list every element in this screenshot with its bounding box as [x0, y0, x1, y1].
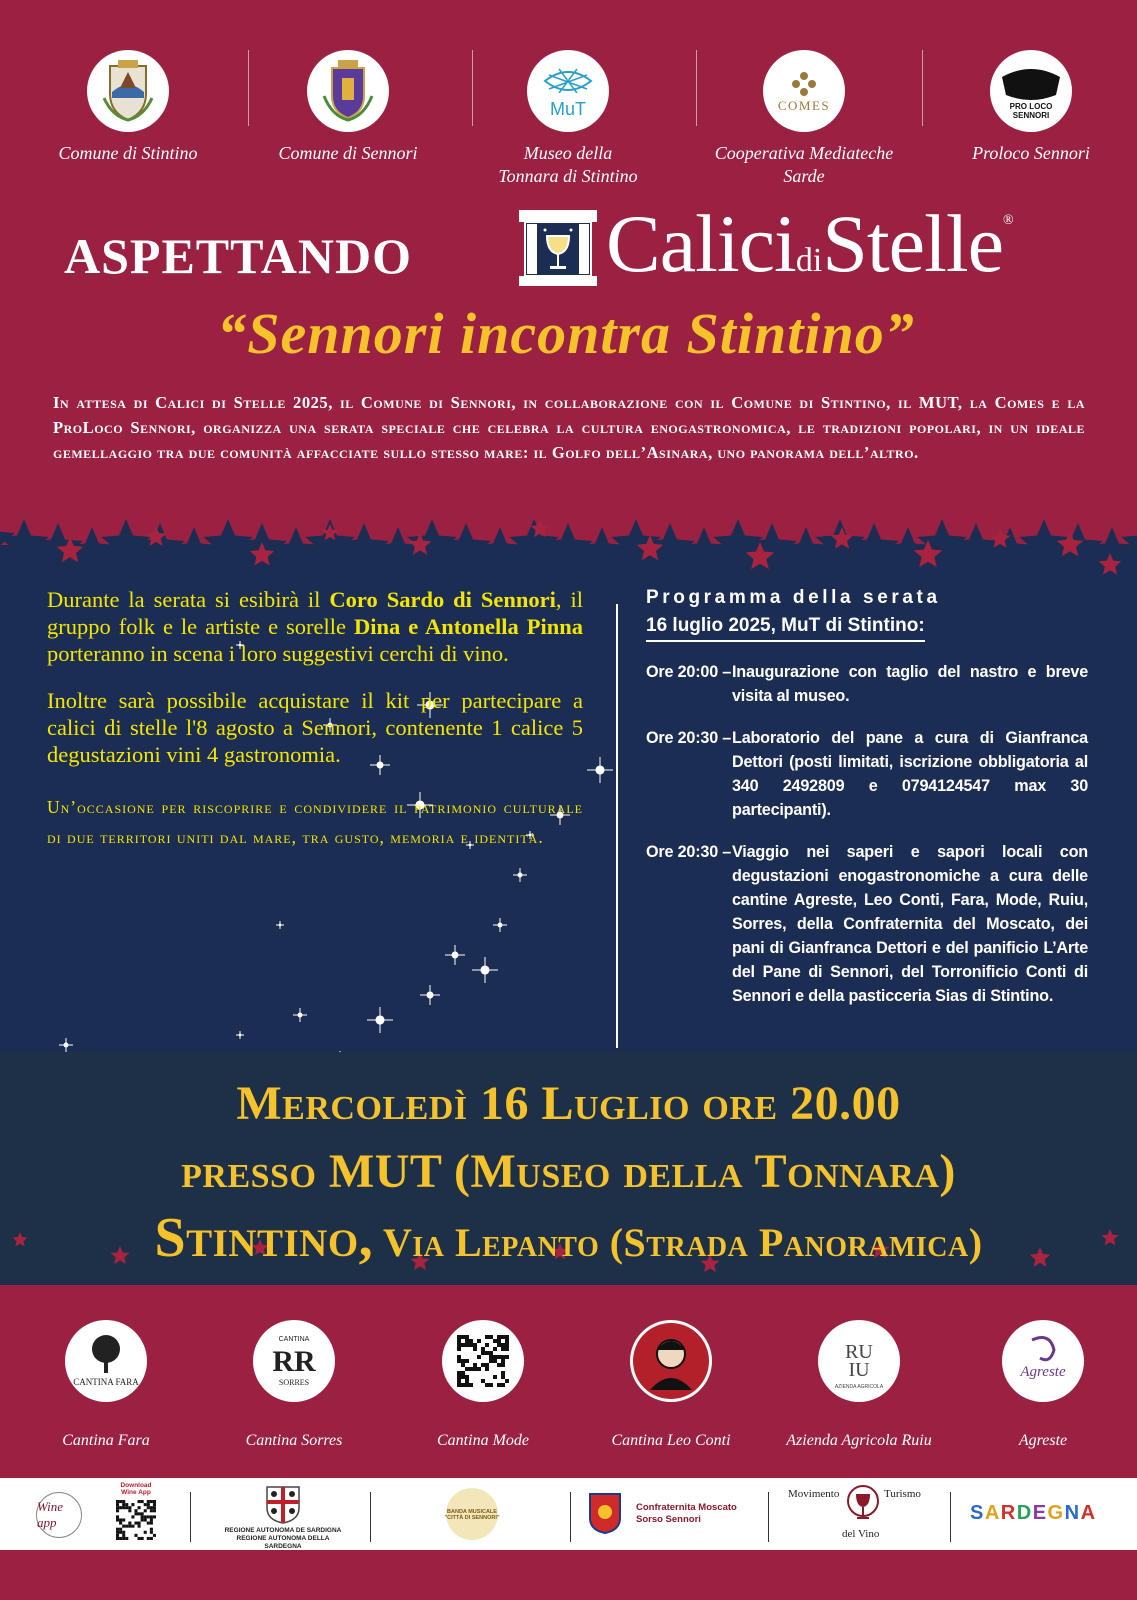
qr-cell — [138, 1525, 141, 1528]
comune-stintino-crest-icon — [87, 50, 169, 132]
program-item — [646, 726, 1088, 822]
partner-comune-sennori — [236, 40, 460, 165]
qr-cell — [131, 1525, 134, 1528]
qr-cell — [150, 1515, 153, 1518]
qr-cell — [461, 1359, 465, 1363]
qr-cell — [485, 1351, 489, 1355]
qr-cell — [457, 1343, 461, 1347]
qr-cell — [457, 1375, 461, 1379]
text-run: porteranno in scena i loro suggestivi cerchi di vino. — [47, 641, 509, 666]
qr-cell — [477, 1339, 481, 1343]
sparkle — [59, 1038, 73, 1052]
sparkle — [236, 1031, 244, 1039]
partner-caption: Proloco Sennori — [972, 143, 1090, 163]
qr-cell — [119, 1537, 122, 1540]
qr-cell — [457, 1339, 461, 1343]
qr-cell — [477, 1355, 481, 1359]
qr-cell — [497, 1363, 501, 1367]
sardegna-letter: A — [1080, 1502, 1097, 1524]
qr-cell — [122, 1503, 125, 1506]
qr-cell — [119, 1518, 122, 1521]
qr-cell — [128, 1525, 131, 1528]
qr-cell — [489, 1335, 493, 1339]
qr-cell — [505, 1343, 509, 1347]
qr-cell — [153, 1509, 156, 1512]
event-city: Stintino, — [154, 1207, 374, 1269]
sardegna-logo — [970, 1502, 1097, 1525]
svg-text:RR: RR — [272, 1345, 316, 1378]
text-run: , il gruppo folk e le artiste e sorelle — [47, 587, 583, 639]
sponsors-footer — [0, 1478, 1137, 1550]
partner-caption-line-1: Museo della — [523, 143, 613, 163]
qr-cell — [457, 1355, 461, 1359]
qr-cell — [144, 1503, 147, 1506]
qr-cell — [141, 1518, 144, 1521]
qr-cell — [141, 1500, 144, 1503]
winery-caption: Agreste — [1018, 1432, 1068, 1449]
program-item-time: Ore 20:30 – — [646, 843, 732, 861]
sardegna-letter: R — [1000, 1502, 1017, 1524]
svg-text:AZIENDA AGRICOLA: AZIENDA AGRICOLA — [834, 1384, 884, 1390]
qr-cell — [147, 1537, 150, 1540]
program — [646, 587, 1088, 1008]
qr-cell — [134, 1509, 137, 1512]
qr-cell — [116, 1509, 119, 1512]
download-wine-app-label: Download Wine App — [120, 1482, 152, 1496]
partner-caption-line-2: Sarde — [783, 166, 825, 186]
qr-cell — [497, 1355, 501, 1359]
qr-cell — [144, 1515, 147, 1518]
qr-cell — [469, 1343, 473, 1347]
decor-star — [475, 527, 524, 574]
qr-cell — [150, 1537, 153, 1540]
sardegna-letter: D — [1016, 1502, 1033, 1524]
qr-cell — [144, 1518, 147, 1521]
qr-cell — [119, 1531, 122, 1534]
sparkle — [293, 1008, 307, 1022]
qr-cell — [505, 1355, 509, 1359]
svg-text:COMES: COMES — [777, 98, 831, 113]
divider — [768, 1492, 769, 1542]
qr-cell — [501, 1375, 505, 1379]
winery-caption: Azienda Agricola Ruiu — [786, 1432, 932, 1449]
qr-cell — [473, 1343, 477, 1347]
qr-cell — [134, 1534, 137, 1537]
winery-caption: Cantina Mode — [437, 1432, 529, 1449]
qr-cell — [457, 1335, 461, 1339]
qr-cell — [465, 1359, 469, 1363]
svg-text:RU: RU — [845, 1341, 873, 1363]
qr-cell — [501, 1355, 505, 1359]
partner-caption: Comune di Sennori — [278, 143, 418, 163]
partner-comes — [692, 40, 916, 188]
winery-caption: Cantina Fara — [62, 1432, 150, 1449]
wine-glass-icon — [846, 1484, 880, 1526]
qr-cell — [465, 1379, 469, 1383]
winery-caption: Cantina Sorres — [245, 1432, 343, 1449]
qr-cell — [131, 1515, 134, 1518]
banda-musicale-label: BANDA MUSICALE "CITTÀ DI SENNORI" — [444, 1509, 500, 1521]
event-title — [64, 198, 1074, 293]
turismo-label: Turismo — [884, 1488, 921, 1500]
svg-text:CANTINA FARA: CANTINA FARA — [73, 1377, 139, 1387]
qr-cell — [147, 1522, 150, 1525]
column-divider — [616, 604, 618, 1048]
qr-cell — [141, 1512, 144, 1515]
qr-cell — [489, 1383, 493, 1387]
qr-cell — [473, 1347, 477, 1351]
wine-app-label: Wine app — [37, 1499, 63, 1530]
qr-cell — [473, 1363, 477, 1367]
confraternita-crest-icon — [588, 1492, 622, 1534]
qr-cell — [461, 1371, 465, 1375]
qr-cell — [116, 1534, 119, 1537]
qr-cell — [501, 1335, 505, 1339]
mut-fish-net-icon — [527, 50, 609, 132]
sparkle — [420, 985, 440, 1005]
sparkle — [276, 921, 284, 929]
qr-cell — [150, 1522, 153, 1525]
winery-cantina-sorres — [199, 1320, 389, 1450]
svg-text:SORRES: SORRES — [278, 1378, 310, 1387]
qr-cell — [457, 1383, 461, 1387]
qr-cell — [493, 1375, 497, 1379]
qr-cell — [122, 1537, 125, 1540]
event-street: Via Lepanto (Strada Panoramica) — [373, 1220, 983, 1265]
qr-cell — [150, 1531, 153, 1534]
qr-cell — [505, 1379, 509, 1383]
program-item-time: Ore 20:00 – — [646, 663, 732, 681]
qr-cell — [122, 1534, 125, 1537]
qr-cell — [150, 1509, 153, 1512]
qr-cell — [141, 1537, 144, 1540]
partner-comune-stintino — [16, 40, 240, 165]
qr-code-icon — [442, 1320, 524, 1402]
qr-cell — [465, 1367, 469, 1371]
cantina-sorres-logo-icon — [253, 1320, 335, 1402]
qr-code-icon[interactable] — [116, 1500, 156, 1540]
svg-text:CANTINA: CANTINA — [278, 1336, 310, 1343]
qr-cell — [489, 1359, 493, 1363]
program-item-text: Viaggio nei saperi e sapori locali con degustazioni enogastronomiche a cura delle cantine Agreste, Leo Conti, Fara, Mode, Ruiu, Sorres, della Confraternita del Moscato, dei pani di Gianfranca Dettori e del panificio L’Arte del Pane di Sennori, del Torronificio Conti di Sennori e della pasticceria Sias di Stintino. — [732, 843, 1088, 1005]
winery-azienda-agricola-ruiu — [764, 1320, 954, 1450]
winery-caption: Cantina Leo Conti — [611, 1432, 731, 1449]
sardegna-letter: E — [1032, 1502, 1048, 1524]
del-vino-label: del Vino — [842, 1528, 880, 1540]
event-date-time: Mercoledì 16 Luglio ore 20.00 — [236, 1077, 901, 1130]
qr-cell — [116, 1537, 119, 1540]
qr-cell — [461, 1383, 465, 1387]
qr-cell — [153, 1506, 156, 1509]
qr-cell — [457, 1371, 461, 1375]
qr-cell — [481, 1347, 485, 1351]
sparkle — [493, 918, 507, 932]
qr-cell — [489, 1351, 493, 1355]
sparkle — [513, 868, 527, 882]
qr-cell — [485, 1383, 489, 1387]
qr-cell — [469, 1339, 473, 1343]
calici-temple-icon — [517, 208, 599, 293]
qr-cell — [128, 1522, 131, 1525]
qr-cell — [501, 1383, 505, 1387]
qr-cell — [477, 1367, 481, 1371]
qr-cell — [119, 1528, 122, 1531]
wineries-logos — [0, 1320, 1137, 1450]
qr-cell — [131, 1503, 134, 1506]
proloco-logo-icon — [990, 50, 1072, 132]
qr-cell — [116, 1518, 119, 1521]
sparkle — [472, 957, 498, 983]
qr-cell — [144, 1509, 147, 1512]
qr-cell — [153, 1500, 156, 1503]
qr-cell — [144, 1531, 147, 1534]
qr-cell — [125, 1506, 128, 1509]
qr-cell — [501, 1343, 505, 1347]
qr-cell — [485, 1335, 489, 1339]
intro-paragraph: In attesa di Calici di Stelle 2025, il Comune di Sennori, in collaborazione con il Comune di Stintino, il MUT, la Comes e la ProLoco Sennori, organizza una serata speciale che celebra la cultura enogastronomica, le tradizioni popolari, in un ideale gemellaggio tra due comunità affacciate sullo stesso mare: il Golfo dell’Asinara, uno panorama dell’altro. — [53, 393, 1085, 462]
brand-di: di — [795, 242, 823, 279]
winery-cantina-leo-conti — [576, 1320, 766, 1450]
program-item — [646, 660, 1088, 708]
description-paragraph-2: Inoltre sarà possibile acquistare il kit per partecipare a calici di stelle l'8 agosto a Sennori, contenente 1 calice 5 degustazioni vini 4 gastronomia. — [47, 688, 583, 767]
calici-di-stelle-brand — [606, 197, 1013, 291]
qr-cell — [122, 1518, 125, 1521]
comune-sennori-crest-icon — [307, 50, 389, 132]
qr-cell — [138, 1522, 141, 1525]
qr-cell — [122, 1500, 125, 1503]
qr-cell — [116, 1528, 119, 1531]
qr-cell — [125, 1503, 128, 1506]
qr-cell — [153, 1503, 156, 1506]
brand-stelle: Stelle — [822, 198, 1004, 289]
qr-cell — [497, 1383, 501, 1387]
partner-proloco-sennori — [919, 40, 1137, 165]
qr-cell — [457, 1347, 461, 1351]
qr-cell — [122, 1525, 125, 1528]
qr-cell — [125, 1525, 128, 1528]
leo-conti-portrait-icon — [630, 1320, 712, 1402]
qr-cell — [489, 1355, 493, 1359]
qr-cell — [153, 1534, 156, 1537]
qr-cell — [116, 1506, 119, 1509]
decor-star — [781, 527, 830, 574]
title-prefix: ASPETTANDO — [64, 228, 413, 284]
artists-name: Dina e Antonella Pinna — [354, 614, 583, 639]
qr-cell — [465, 1335, 469, 1339]
qr-cell — [493, 1359, 497, 1363]
regione-label-2: REGIONE AUTONOMA DELLA SARDEGNA — [236, 1535, 330, 1550]
qr-cell — [461, 1343, 465, 1347]
event-description — [47, 586, 583, 852]
cantina-fara-tree-icon — [65, 1320, 147, 1402]
program-item-time: Ore 20:30 – — [646, 729, 732, 747]
confraternita-label-2: Sorso Sennori — [636, 1514, 701, 1525]
qr-cell — [469, 1383, 473, 1387]
divider — [190, 1492, 191, 1542]
svg-text:SENNORI: SENNORI — [1012, 111, 1050, 120]
qr-cell — [119, 1522, 122, 1525]
agreste-logo-icon — [1002, 1320, 1084, 1402]
qr-cell — [150, 1528, 153, 1531]
qr-cell — [457, 1379, 461, 1383]
qr-cell — [138, 1500, 141, 1503]
qr-cell — [153, 1515, 156, 1518]
divider — [370, 1492, 371, 1542]
qr-cell — [147, 1506, 150, 1509]
qr-cell — [150, 1506, 153, 1509]
qr-cell — [485, 1367, 489, 1371]
qr-cell — [119, 1506, 122, 1509]
coro-sardo-name: Coro Sardo di Sennori — [329, 587, 556, 612]
sparkle — [587, 757, 613, 783]
qr-cell — [150, 1500, 153, 1503]
description-paragraph-1 — [47, 586, 583, 667]
qr-cell — [497, 1343, 501, 1347]
qr-cell — [461, 1375, 465, 1379]
winery-cantina-fara — [11, 1320, 201, 1450]
qr-cell — [481, 1379, 485, 1383]
sardegna-label — [970, 1502, 1097, 1524]
qr-cell — [125, 1537, 128, 1540]
program-item-text: Laboratorio del pane a cura di Gianfranca Dettori (posti limitati, iscrizione obbligatoria al 340 2492809 e 0794124547 max 30 partecipanti). — [732, 729, 1088, 819]
qr-cell — [116, 1500, 119, 1503]
description-paragraph-3: Un’occasione per riscoprire e condividere il patrimonio culturale di due territori uniti dal mare, tra gusto, memoria e identità. — [47, 797, 583, 847]
qr-cell — [481, 1363, 485, 1367]
qr-cell — [481, 1351, 485, 1355]
qr-cell — [119, 1500, 122, 1503]
qr-cell — [493, 1339, 497, 1343]
svg-text:MuT: MuT — [550, 99, 586, 119]
confraternita-label-1: Confraternita Moscato — [636, 1502, 737, 1513]
qr-cell — [505, 1339, 509, 1343]
decor-star — [271, 527, 320, 574]
qr-cell — [497, 1339, 501, 1343]
sardegna-letter: N — [1064, 1502, 1081, 1524]
partner-caption-line-1: Cooperativa Mediateche — [714, 143, 894, 163]
regione-sardegna-crest-icon — [264, 1484, 302, 1524]
program-item-text: Inaugurazione con taglio del nastro e breve visita al museo. — [732, 663, 1088, 705]
sardegna-letter: S — [970, 1502, 985, 1524]
event-venue: presso MUT (Museo della Tonnara) — [181, 1145, 956, 1198]
partner-logos-top — [0, 40, 1137, 190]
qr-cell — [122, 1531, 125, 1534]
qr-cell — [147, 1515, 150, 1518]
qr-cell — [128, 1506, 131, 1509]
qr-cell — [461, 1363, 465, 1367]
qr-cell — [485, 1343, 489, 1347]
qr-cell — [501, 1371, 505, 1375]
sardegna-letter: A — [984, 1502, 1001, 1524]
qr-cell — [141, 1515, 144, 1518]
qr-cell — [469, 1367, 473, 1371]
qr-cell — [465, 1339, 469, 1343]
qr-cell — [493, 1355, 497, 1359]
decor-star — [577, 527, 626, 574]
event-subtitle: “Sennori incontra Stintino” — [217, 301, 915, 366]
qr-cell — [461, 1335, 465, 1339]
partner-caption: Comune di Stintino — [58, 143, 198, 163]
qr-cell — [473, 1367, 477, 1371]
sparkle — [445, 945, 465, 965]
decor-star — [169, 527, 218, 574]
qr-cell — [150, 1518, 153, 1521]
divider — [950, 1492, 951, 1542]
qr-cell — [116, 1503, 119, 1506]
brand-calici: Calici — [606, 198, 796, 289]
qr-cell — [505, 1347, 509, 1351]
qr-cell — [501, 1347, 505, 1351]
regione-label-1: REGIONE AUTONOMA DE SARDIGNA — [224, 1527, 342, 1534]
partner-caption-line-2: Tonnara di Stintino — [498, 166, 638, 186]
wine-app-logo-icon — [36, 1492, 82, 1538]
qr-cell — [147, 1500, 150, 1503]
divider — [570, 1492, 571, 1542]
program-date: 16 luglio 2025, MuT di Stintino: — [646, 614, 925, 642]
decor-star — [985, 527, 1034, 574]
movimento-label: Movimento — [788, 1488, 840, 1500]
qr-cell — [465, 1383, 469, 1387]
qr-cell — [134, 1522, 137, 1525]
program-title: Programma della serata — [646, 587, 941, 608]
sparkle — [367, 1007, 393, 1033]
comes-logo-icon — [763, 50, 845, 132]
text-run: Durante la serata si esibirà il — [47, 587, 330, 612]
qr-cell — [116, 1531, 119, 1534]
qr-cell — [465, 1343, 469, 1347]
qr-cell — [122, 1506, 125, 1509]
qr-cell — [501, 1359, 505, 1363]
qr-cell — [138, 1506, 141, 1509]
qr-cell — [128, 1509, 131, 1512]
partner-mut — [456, 40, 680, 188]
winery-agreste — [948, 1320, 1137, 1450]
qr-cell — [457, 1359, 461, 1363]
qr-cell — [147, 1503, 150, 1506]
qr-cell — [493, 1347, 497, 1351]
qr-cell — [501, 1363, 505, 1367]
qr-cell — [134, 1512, 137, 1515]
qr-cell — [505, 1335, 509, 1339]
event-address — [0, 1206, 1137, 1270]
winery-cantina-mode — [388, 1320, 578, 1450]
qr-cell — [497, 1335, 501, 1339]
svg-text:IU: IU — [848, 1359, 870, 1381]
ruiu-logo-icon — [818, 1320, 900, 1402]
qr-cell — [485, 1363, 489, 1367]
brand-registered-mark: ® — [1003, 213, 1013, 228]
decor-star — [679, 527, 728, 574]
qr-cell — [116, 1515, 119, 1518]
program-item — [646, 840, 1088, 1008]
svg-text:PRO LOCO: PRO LOCO — [1009, 102, 1053, 111]
qr-cell — [138, 1537, 141, 1540]
qr-cell — [138, 1512, 141, 1515]
sardegna-letter: G — [1047, 1502, 1065, 1524]
qr-cell — [465, 1375, 469, 1379]
svg-text:Agreste: Agreste — [1020, 1364, 1066, 1380]
